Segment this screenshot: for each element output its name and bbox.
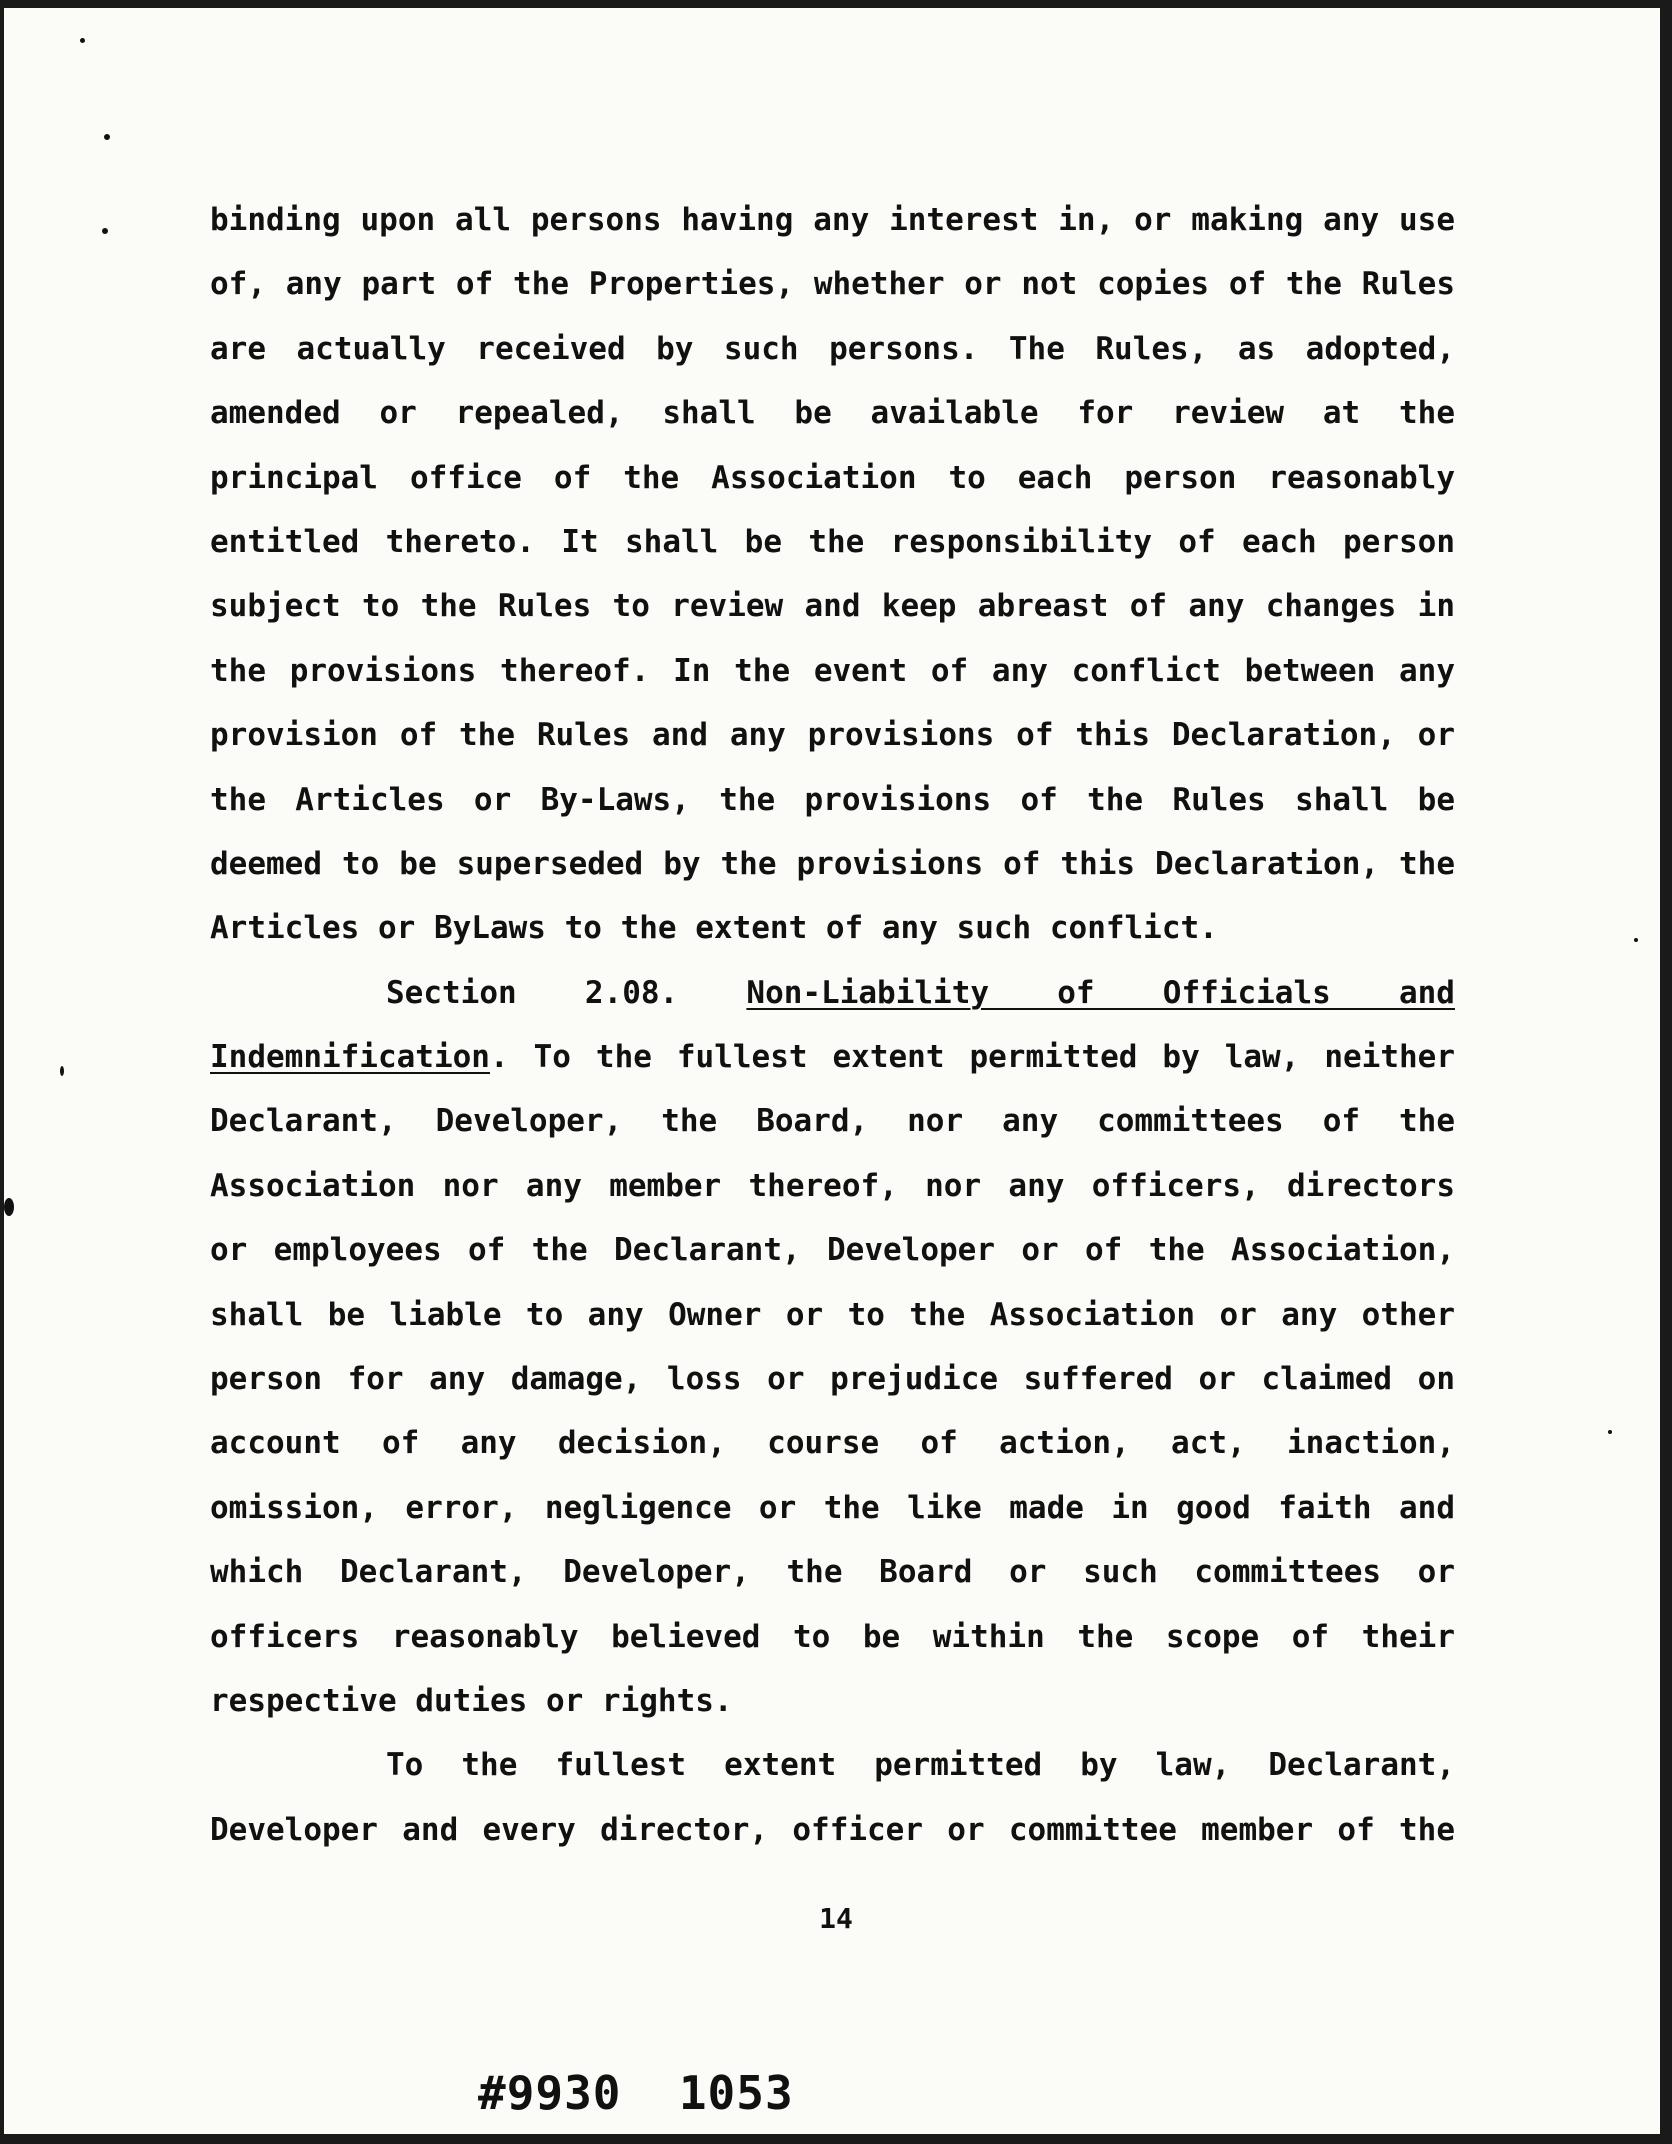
text-line: provision of the Rules and any provisions of this Declaration, or [210,717,1455,754]
scan-speck [4,1198,14,1216]
text-line: respective duties or rights. [210,1682,733,1719]
scan-speck [104,134,110,140]
text-line: binding upon all persons having any interest in, or making any use [210,202,1455,238]
section-text: . To the fullest extent permitted by law, neither [489,1039,1455,1076]
text-line: person for any damage, loss or prejudice suffered or claimed on [210,1361,1455,1398]
text-line: are actually received by such persons. The Rules, as adopted, [210,330,1455,367]
scan-speck [1634,938,1638,942]
text-line: omission, error, negligence or the like made in good faith and [210,1489,1455,1526]
text-line: officers reasonably believed to be within the scope of their [210,1618,1455,1655]
text-line: of, any part of the Properties, whether or not copies of the Rules [210,266,1455,303]
text-line: Declarant, Developer, the Board, nor any committees of the [210,1103,1455,1140]
text-line: shall be liable to any Owner or to the Association or any other [210,1296,1455,1333]
document-stamp: #9930 1053 [478,2066,794,2120]
text-line: the Articles or By-Laws, the provisions of the Rules shall be [210,781,1455,818]
section-heading-line [210,961,1455,1025]
text-line: or employees of the Declarant, Developer or of the Association, [210,1232,1455,1269]
text-line: account of any decision, course of action, act, inaction, [210,1425,1455,1462]
scan-speck [60,1066,64,1076]
section-heading-continued: Indemnification [210,1039,490,1076]
text-line [210,1025,1455,1089]
text-line: deemed to be superseded by the provisions of this Declaration, the [210,845,1455,882]
text-line: Association nor any member thereof, nor any officers, directors [210,1167,1455,1204]
section-heading: Non-Liability of Officials and [746,974,1455,1011]
text-line: Developer and every director, officer or committee member of the [210,1811,1455,1848]
text-line: Articles or ByLaws to the extent of any such conflict. [210,910,1218,947]
text-line: To the fullest extent permitted by law, Declarant, [386,1747,1455,1784]
text-line: which Declarant, Developer, the Board or such committees or [210,1554,1455,1591]
scan-speck [1608,1430,1612,1434]
scan-speck [102,228,108,234]
text-line: the provisions thereof. In the event of any conflict between any [210,652,1455,689]
section-number: Section 2.08. [386,974,679,1011]
scan-speck [80,38,85,43]
text-line: principal office of the Association to each person reasonably [210,459,1455,496]
text-line: subject to the Rules to review and keep abreast of any changes in [210,588,1455,625]
page-number: 14 [819,1902,853,1935]
text-line: entitled thereto. It shall be the responsibility of each person [210,523,1455,560]
document-body [210,188,1455,1862]
text-line: amended or repealed, shall be available for review at the [210,395,1455,432]
